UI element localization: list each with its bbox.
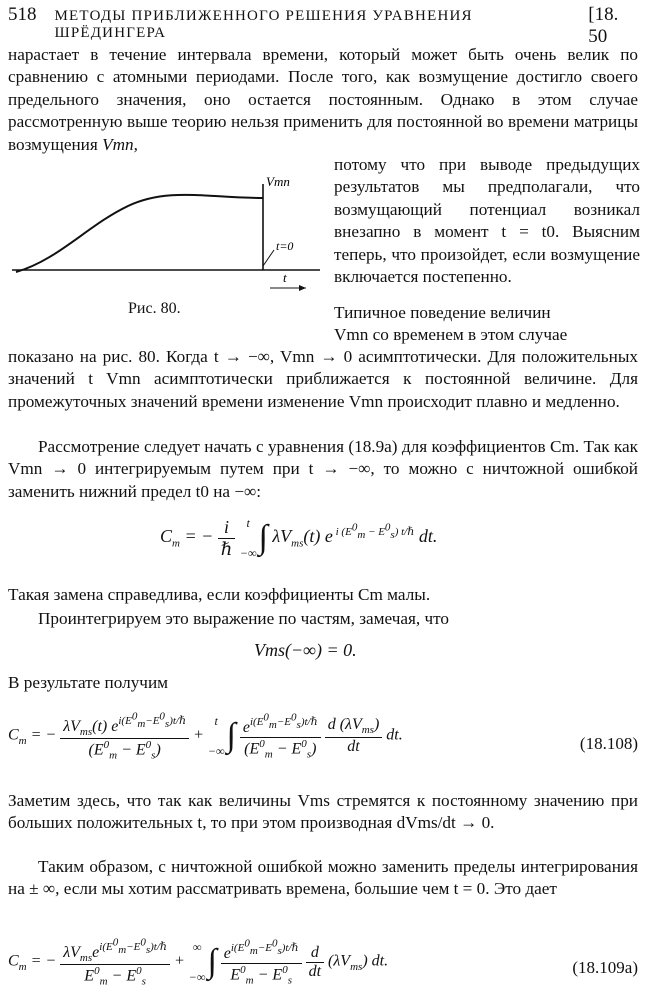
paragraph-2: показано на рис. 80. Когда t → −∞, Vmn → 0 асимптотически. Для положительных значений t Vmn асимптотически приближается к постоянной величине. Для промежуточных значений времени изменение Vmn происходит плавно и медленно. [8,347,638,411]
figure-caption: Рис. 80. [128,300,181,317]
t0-label: t=0 [276,239,294,253]
page-number: 518 [8,4,37,25]
running-header [8,4,642,47]
paragraph-5: Проинтегрируем это выражение по частям, замечая, что [38,609,449,628]
axis-arrow-head [299,285,306,291]
wrapped-paragraph: потому что при выводе предыдущих результатов мы предполагали, что возмущающий потенциал возникал внезапно в момент t = t0. Выясним теперь, что произойдет, если возмущение включается постепенно. [334,155,640,287]
section-number: [18. 50 [588,4,619,47]
equation-18-109a: $C_m$ = − $\frac{\lambda V_{ms}e^{i(E^0_m-E^0_s)t/\hbar}}{E^0_m - E^0_s}$ + ∞ −∞∫ $\frac{e^{i(E^0_m-E^0_s)t/\hbar}}{E^0_m - E^0_s}$ $\frac{d}{dt}$ $(\lambda V_{ms})$ dt. [8,936,389,988]
wrapped-paragraph-3: Vmn со временем в этом случае [334,325,568,344]
equation-18-108: $C_m$ = − $\frac{\lambda V_{ms}(t) e^{i(E^0_m-E^0_s)t/\hbar}}{(E^0_m - E^0_s)}$ + t −∞∫ $\frac{e^{i(E^0_m-E^0_s)t/\hbar}}{(E^0_m - E^0_s)}$ $\frac{d (\lambda V_{ms})}{dt}$ dt. [8,710,403,762]
equation-number-18-108: (18.108) [579,734,638,753]
paragraph-7: Заметим здесь, что так как величины Vms стремятся к постоянному значению при больших положительных t, то при этом производная dVms/dt → 0. [8,791,638,833]
equation-number-18-109a: (18.109a) [572,958,638,977]
equation-integral: $C_m$ = − $\frac{i}{\text{ℏ}}$ t −∞∫ $\lambda V_{ms}(t)$ e $^{i (E^0_m - E^0_s) t/\hbar}$ dt. [160,516,438,560]
paragraph-6: В результате получим [8,673,169,692]
wrapped-paragraph-2: Типичное поведение величин [334,303,551,322]
paragraph-1: нарастает в течение интервала времени, который может быть очень велик по сравнению с атомными периодами. После того, как возмущение достигло своего предельного значения, оно остается постоянным. Однако в этом случае рассмотренную выше теорию нельзя применить для постоянной во времени матрицы возмущения Vmn, [8,45,638,154]
vmn-curve [16,195,263,272]
paragraph-3: Рассмотрение следует начать с уравнения (18.9a) для коэффициентов Cm. Так как Vmn → 0 интегрируемым путем при t → −∞, то можно с ничтожной ошибкой заменить нижний предел t0 на −∞: [8,437,638,501]
axis-label: t [283,270,287,285]
running-title: МЕТОДЫ ПРИБЛИЖЕННОГО РЕШЕНИЯ УРАВНЕНИЯ ШРЁДИНГЕРА [54,8,473,41]
t0-pointer [263,250,274,266]
paragraph-4: Такая замена справедлива, если коэффициенты Cm малы. [8,585,431,604]
equation-boundary: Vms(−∞) = 0. [254,640,357,660]
curve-label: Vmn [266,174,290,189]
paragraph-8: Таким образом, с ничтожной ошибкой можно заменить пределы интегрирования на ± ∞, если мы хотим рассматривать времена, большие чем t = 0. Это дает [8,857,638,899]
